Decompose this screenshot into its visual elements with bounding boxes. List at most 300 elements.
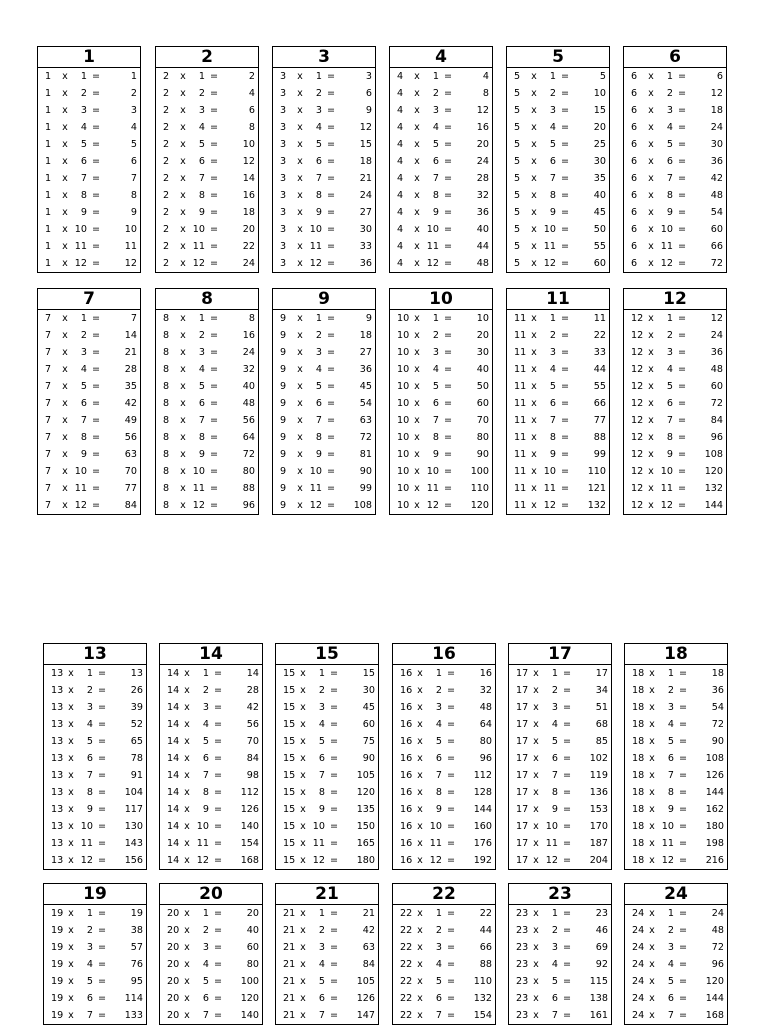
multiplicand: 13 — [51, 702, 64, 713]
table-row — [507, 310, 609, 327]
table-title: 21 — [276, 884, 378, 905]
table-row — [44, 699, 146, 716]
table-row — [625, 835, 727, 852]
equals-sign: = — [443, 313, 453, 324]
multiplier: 2 — [198, 330, 205, 341]
table-row — [276, 973, 378, 990]
times-sign: x — [648, 500, 654, 511]
equals-sign: = — [560, 88, 570, 99]
table-row — [273, 170, 375, 187]
equals-sign: = — [97, 855, 107, 866]
times-sign: x — [414, 122, 420, 133]
multiplier: 4 — [549, 364, 556, 375]
product: 161 — [589, 1010, 608, 1021]
times-sign: x — [648, 466, 654, 477]
multiplicand: 9 — [280, 381, 287, 392]
equals-sign: = — [209, 449, 219, 460]
multiplier: 11 — [74, 241, 87, 252]
table-row — [390, 238, 492, 255]
product: 108 — [353, 500, 372, 511]
table-row — [625, 784, 727, 801]
table-row — [509, 990, 611, 1007]
product: 91 — [130, 770, 143, 781]
product: 51 — [595, 702, 608, 713]
table-row — [393, 973, 495, 990]
product: 15 — [359, 139, 372, 150]
multiplicand: 21 — [283, 942, 296, 953]
equals-sign: = — [329, 993, 339, 1004]
equals-sign: = — [91, 258, 101, 269]
times-sign: x — [300, 821, 306, 832]
multiplicand: 24 — [632, 908, 645, 919]
multiplicand: 19 — [51, 959, 64, 970]
product: 84 — [246, 753, 259, 764]
times-sign: x — [533, 942, 539, 953]
multiplier: 11 — [543, 483, 556, 494]
product: 40 — [476, 224, 489, 235]
multiplier: 5 — [667, 736, 674, 747]
equals-sign: = — [326, 500, 336, 511]
times-sign: x — [68, 959, 74, 970]
product: 12 — [710, 88, 723, 99]
multiplicand: 17 — [516, 838, 529, 849]
table-row — [507, 463, 609, 480]
equals-sign: = — [329, 719, 339, 730]
multiplier: 11 — [426, 483, 439, 494]
equals-sign: = — [443, 207, 453, 218]
table-row — [160, 990, 262, 1007]
equals-sign: = — [562, 719, 572, 730]
table-row — [160, 699, 262, 716]
product: 1 — [130, 71, 137, 82]
multiplier: 3 — [432, 347, 439, 358]
multiplicand: 3 — [280, 156, 287, 167]
multiplier: 1 — [315, 313, 322, 324]
product: 187 — [589, 838, 608, 849]
table-row — [156, 119, 258, 136]
product: 36 — [359, 258, 372, 269]
multiplier: 4 — [86, 719, 93, 730]
table-row — [509, 699, 611, 716]
times-sign: x — [180, 258, 186, 269]
times-sign: x — [297, 415, 303, 426]
times-sign: x — [184, 685, 190, 696]
times-sign: x — [531, 71, 537, 82]
times-sign: x — [649, 959, 655, 970]
times-sign: x — [648, 190, 654, 201]
equals-sign: = — [97, 719, 107, 730]
times-sign: x — [297, 330, 303, 341]
table-row — [156, 255, 258, 272]
table-row — [156, 463, 258, 480]
table-row — [38, 463, 140, 480]
product: 40 — [242, 381, 255, 392]
times-sign: x — [648, 139, 654, 150]
multiplicand: 17 — [516, 719, 529, 730]
product: 132 — [587, 500, 606, 511]
equals-sign: = — [91, 105, 101, 116]
multiplicand: 2 — [163, 122, 170, 133]
table-row — [273, 119, 375, 136]
multiplier: 7 — [318, 1010, 325, 1021]
multiplier: 1 — [549, 71, 556, 82]
times-sign: x — [300, 908, 306, 919]
table-row — [160, 767, 262, 784]
times-sign: x — [184, 908, 190, 919]
table-title: 23 — [509, 884, 611, 905]
multiplier: 8 — [432, 190, 439, 201]
equals-sign: = — [560, 381, 570, 392]
product: 48 — [710, 190, 723, 201]
equals-sign: = — [213, 925, 223, 936]
multiplier: 12 — [309, 258, 322, 269]
table-row — [156, 68, 258, 85]
multiplicand: 24 — [632, 993, 645, 1004]
multiplier: 4 — [318, 959, 325, 970]
times-table-20 — [159, 883, 263, 1025]
equals-sign: = — [91, 190, 101, 201]
multiplier: 8 — [549, 190, 556, 201]
equals-sign: = — [446, 976, 456, 987]
multiplier: 10 — [80, 821, 93, 832]
product: 120 — [240, 993, 259, 1004]
table-row — [38, 480, 140, 497]
equals-sign: = — [562, 855, 572, 866]
multiplicand: 7 — [45, 330, 52, 341]
table-row — [507, 102, 609, 119]
product: 170 — [589, 821, 608, 832]
times-sign: x — [531, 105, 537, 116]
table-row — [276, 784, 378, 801]
multiplicand: 6 — [631, 190, 638, 201]
table-row — [625, 767, 727, 784]
multiplicand: 12 — [631, 466, 644, 477]
product: 60 — [710, 224, 723, 235]
times-table-12 — [623, 288, 727, 515]
equals-sign: = — [560, 415, 570, 426]
times-sign: x — [414, 466, 420, 477]
multiplier: 4 — [315, 122, 322, 133]
table-title: 16 — [393, 644, 495, 665]
equals-sign: = — [443, 466, 453, 477]
product: 35 — [124, 381, 137, 392]
equals-sign: = — [443, 190, 453, 201]
equals-sign: = — [326, 88, 336, 99]
multiplier: 5 — [86, 736, 93, 747]
times-sign: x — [417, 821, 423, 832]
product: 40 — [476, 364, 489, 375]
equals-sign: = — [560, 364, 570, 375]
times-sign: x — [414, 500, 420, 511]
equals-sign: = — [446, 770, 456, 781]
product: 11 — [593, 313, 606, 324]
multiplicand: 24 — [632, 925, 645, 936]
table-row — [156, 429, 258, 446]
multiplier: 7 — [80, 173, 87, 184]
times-sign: x — [184, 942, 190, 953]
multiplicand: 24 — [632, 1010, 645, 1021]
multiplicand: 2 — [163, 139, 170, 150]
times-sign: x — [414, 483, 420, 494]
equals-sign: = — [443, 364, 453, 375]
table-row — [156, 187, 258, 204]
table-row — [507, 327, 609, 344]
equals-sign: = — [443, 483, 453, 494]
multiplicand: 5 — [514, 241, 521, 252]
table-row — [393, 784, 495, 801]
product: 98 — [246, 770, 259, 781]
table-row — [509, 973, 611, 990]
product: 150 — [356, 821, 375, 832]
multiplicand: 10 — [397, 432, 410, 443]
equals-sign: = — [560, 190, 570, 201]
multiplicand: 4 — [397, 207, 404, 218]
multiplicand: 7 — [45, 500, 52, 511]
times-sign: x — [68, 685, 74, 696]
multiplier: 9 — [666, 207, 673, 218]
table-row — [38, 395, 140, 412]
table-row — [160, 682, 262, 699]
multiplicand: 16 — [400, 804, 413, 815]
table-title: 14 — [160, 644, 262, 665]
times-sign: x — [68, 736, 74, 747]
multiplier: 7 — [432, 173, 439, 184]
table-row — [393, 682, 495, 699]
product: 120 — [470, 500, 489, 511]
table-row — [156, 480, 258, 497]
table-title: 1 — [38, 47, 140, 68]
table-row — [393, 835, 495, 852]
equals-sign: = — [329, 821, 339, 832]
multiplier: 5 — [202, 736, 209, 747]
times-sign: x — [414, 71, 420, 82]
equals-sign: = — [326, 330, 336, 341]
product: 130 — [124, 821, 143, 832]
table-row — [276, 852, 378, 869]
table-row — [273, 395, 375, 412]
table-row — [393, 716, 495, 733]
multiplier: 8 — [666, 432, 673, 443]
product: 14 — [246, 668, 259, 679]
table-row — [624, 395, 726, 412]
multiplier: 4 — [551, 719, 558, 730]
multiplier: 5 — [435, 976, 442, 987]
multiplicand: 17 — [516, 685, 529, 696]
multiplier: 2 — [549, 88, 556, 99]
equals-sign: = — [91, 241, 101, 252]
product: 90 — [711, 736, 724, 747]
table-row — [390, 85, 492, 102]
times-sign: x — [300, 976, 306, 987]
table-row — [393, 733, 495, 750]
table-row — [390, 378, 492, 395]
times-table-8 — [155, 288, 259, 515]
multiplier: 7 — [667, 1010, 674, 1021]
product: 88 — [593, 432, 606, 443]
product: 88 — [479, 959, 492, 970]
table-row — [38, 429, 140, 446]
product: 42 — [362, 925, 375, 936]
multiplier: 6 — [549, 156, 556, 167]
product: 143 — [124, 838, 143, 849]
table-row — [390, 310, 492, 327]
multiplicand: 4 — [397, 190, 404, 201]
times-sign: x — [648, 241, 654, 252]
equals-sign: = — [443, 330, 453, 341]
times-sign: x — [297, 173, 303, 184]
multiplier: 8 — [667, 787, 674, 798]
multiplicand: 16 — [400, 770, 413, 781]
multiplier: 7 — [666, 415, 673, 426]
table-row — [276, 990, 378, 1007]
product: 40 — [593, 190, 606, 201]
multiplicand: 15 — [283, 821, 296, 832]
table-row — [160, 973, 262, 990]
multiplier: 3 — [86, 942, 93, 953]
equals-sign: = — [326, 173, 336, 184]
times-sign: x — [531, 347, 537, 358]
table-row — [273, 221, 375, 238]
multiplier: 8 — [80, 432, 87, 443]
equals-sign: = — [678, 925, 688, 936]
product: 115 — [589, 976, 608, 987]
product: 12 — [124, 258, 137, 269]
equals-sign: = — [326, 415, 336, 426]
multiplicand: 10 — [397, 330, 410, 341]
product: 23 — [595, 908, 608, 919]
multiplicand: 1 — [45, 190, 52, 201]
table-row — [625, 716, 727, 733]
equals-sign: = — [562, 1010, 572, 1021]
times-sign: x — [648, 71, 654, 82]
table-row — [509, 852, 611, 869]
times-sign: x — [417, 925, 423, 936]
multiplicand: 9 — [280, 415, 287, 426]
table-row — [507, 497, 609, 514]
times-sign: x — [648, 381, 654, 392]
table-row — [44, 767, 146, 784]
times-sign: x — [180, 224, 186, 235]
multiplier: 9 — [667, 804, 674, 815]
multiplicand: 12 — [631, 483, 644, 494]
table-row — [276, 801, 378, 818]
product: 21 — [359, 173, 372, 184]
times-sign: x — [414, 347, 420, 358]
equals-sign: = — [329, 770, 339, 781]
table-row — [625, 682, 727, 699]
multiplicand: 8 — [163, 466, 170, 477]
product: 117 — [124, 804, 143, 815]
multiplicand: 11 — [514, 483, 527, 494]
multiplier: 2 — [202, 925, 209, 936]
times-sign: x — [62, 381, 68, 392]
multiplicand: 12 — [631, 364, 644, 375]
multiplier: 6 — [666, 156, 673, 167]
table-row — [390, 429, 492, 446]
equals-sign: = — [329, 668, 339, 679]
times-sign: x — [180, 105, 186, 116]
equals-sign: = — [97, 753, 107, 764]
equals-sign: = — [443, 381, 453, 392]
times-sign: x — [300, 736, 306, 747]
equals-sign: = — [560, 432, 570, 443]
multiplier: 2 — [432, 330, 439, 341]
table-title: 20 — [160, 884, 262, 905]
multiplicand: 5 — [514, 139, 521, 150]
multiplicand: 19 — [51, 993, 64, 1004]
times-table-21 — [275, 883, 379, 1025]
times-sign: x — [297, 364, 303, 375]
times-sign: x — [648, 398, 654, 409]
table-row — [393, 750, 495, 767]
product: 72 — [711, 942, 724, 953]
multiplicand: 17 — [516, 668, 529, 679]
product: 16 — [476, 122, 489, 133]
multiplier: 9 — [80, 207, 87, 218]
equals-sign: = — [91, 122, 101, 133]
table-row — [160, 922, 262, 939]
equals-sign: = — [677, 432, 687, 443]
product: 66 — [479, 942, 492, 953]
multiplier: 7 — [80, 415, 87, 426]
table-row — [507, 68, 609, 85]
table-row — [390, 361, 492, 378]
product: 22 — [479, 908, 492, 919]
product: 96 — [710, 432, 723, 443]
product: 112 — [473, 770, 492, 781]
multiplier: 5 — [198, 139, 205, 150]
multiplier: 11 — [660, 241, 673, 252]
product: 60 — [710, 381, 723, 392]
multiplicand: 16 — [400, 736, 413, 747]
table-row — [624, 463, 726, 480]
product: 138 — [589, 993, 608, 1004]
multiplier: 2 — [86, 685, 93, 696]
times-sign: x — [649, 855, 655, 866]
equals-sign: = — [97, 925, 107, 936]
multiplicand: 10 — [397, 483, 410, 494]
multiplier: 2 — [198, 88, 205, 99]
times-sign: x — [531, 398, 537, 409]
times-sign: x — [300, 942, 306, 953]
multiplier: 3 — [435, 702, 442, 713]
multiplicand: 9 — [280, 500, 287, 511]
equals-sign: = — [209, 398, 219, 409]
product: 102 — [589, 753, 608, 764]
product: 147 — [356, 1010, 375, 1021]
multiplicand: 20 — [167, 925, 180, 936]
equals-sign: = — [326, 398, 336, 409]
product: 27 — [359, 207, 372, 218]
product: 20 — [476, 330, 489, 341]
product: 27 — [359, 347, 372, 358]
multiplier: 3 — [202, 942, 209, 953]
table-row — [390, 446, 492, 463]
times-sign: x — [417, 1010, 423, 1021]
table-row — [160, 733, 262, 750]
times-sign: x — [533, 753, 539, 764]
table-row — [625, 973, 727, 990]
equals-sign: = — [209, 139, 219, 150]
product: 70 — [476, 415, 489, 426]
multiplier: 6 — [202, 753, 209, 764]
multiplier: 2 — [80, 330, 87, 341]
multiplicand: 22 — [400, 993, 413, 1004]
multiplicand: 4 — [397, 173, 404, 184]
equals-sign: = — [91, 432, 101, 443]
multiplicand: 1 — [45, 88, 52, 99]
multiplicand: 18 — [632, 753, 645, 764]
